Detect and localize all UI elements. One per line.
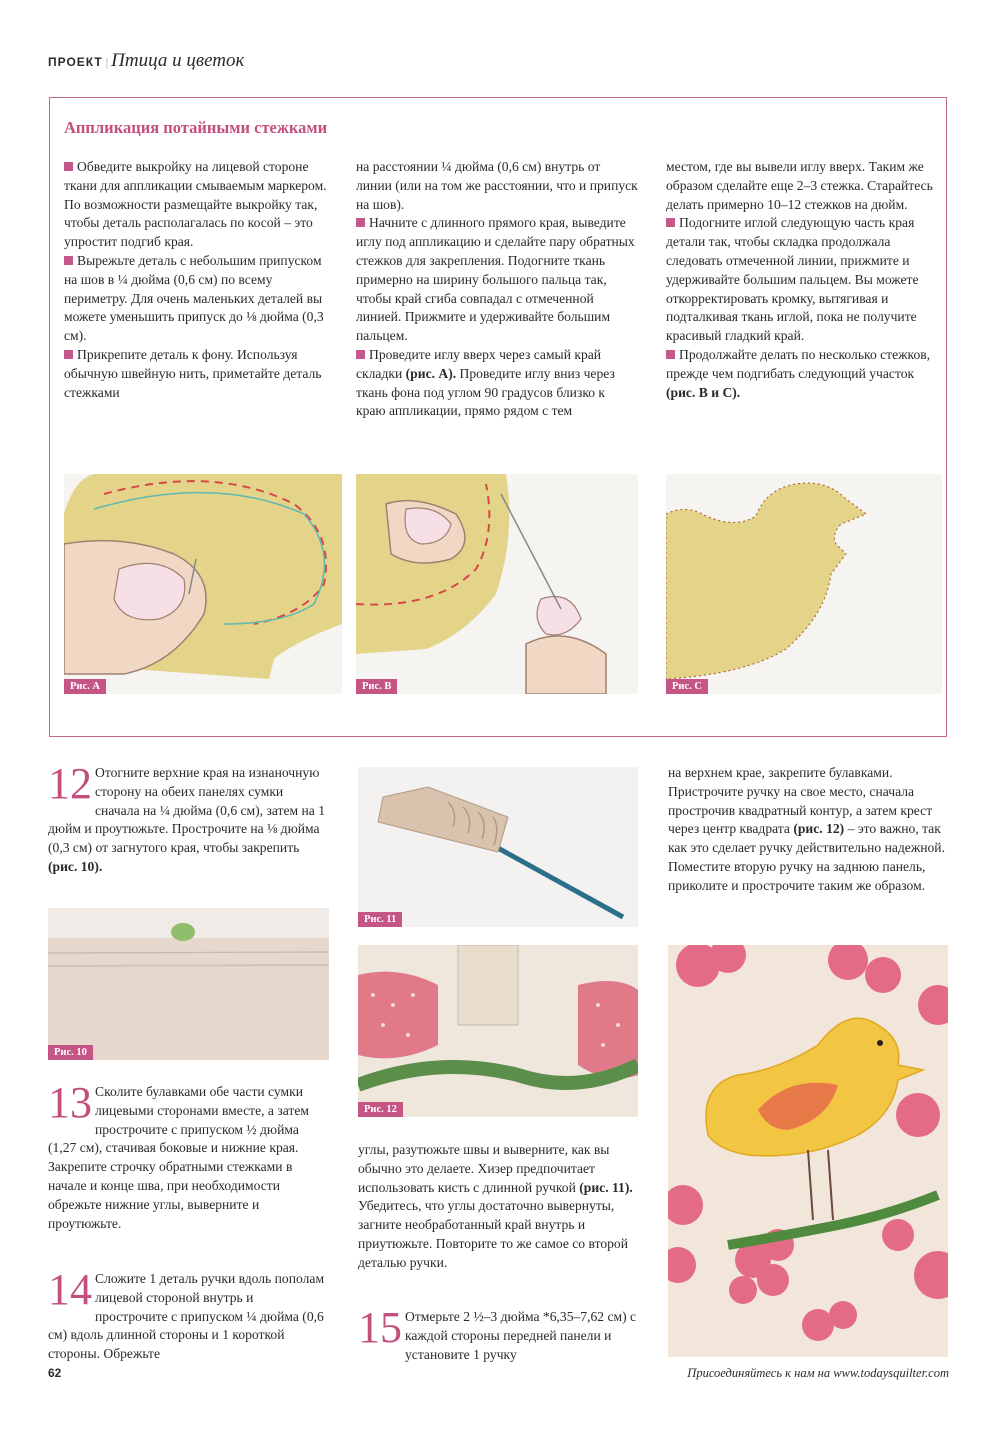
square-bullet-icon bbox=[64, 256, 73, 265]
page-number: 62 bbox=[48, 1366, 62, 1380]
figure-reference: (рис. A). bbox=[405, 365, 457, 381]
needle-stitching-illustration bbox=[356, 474, 638, 694]
continued-text: местом, где вы вывели иглу вверх. Таким же образом сделайте еще 2–3 стежка. Старайтесь делать примерно 10–12 стежков на дюйм. bbox=[666, 159, 933, 212]
square-bullet-icon bbox=[64, 350, 73, 359]
step-15-continued: на верхнем крае, закрепите булавками. Пристрочите ручку на свое место, сначала прострочив квадратный контур, а затем крест через центр квадрата (рис. 12) – это важно, так как это сделает ручку действительно надежной. Поместите вторую ручку на заднюю панель, приколите и прострочите таким же образом. bbox=[668, 765, 945, 893]
figure-10-photo bbox=[48, 908, 329, 1060]
square-bullet-icon bbox=[64, 162, 73, 171]
step-12: 12 Отогните верхние края на изнаночную сторону на обеих панелях сумки сначала на ¼ дюйма (0,6 см), затем на 1 дюйм и проутюжьте. Прострочите на ⅛ дюйма (0,3 см) от загнутого края, чтобы закрепить (рис. 10). bbox=[48, 759, 325, 874]
hem-photo bbox=[48, 908, 329, 1060]
figure-a-illustration bbox=[64, 474, 342, 694]
bullet-item: Вырежьте деталь с небольшим припуском на шов в ¼ дюйма (0,6 см) по всему периметру. Для очень маленьких деталей вы можете уменьшить припуск до ⅛ дюйма (0,3 см). bbox=[64, 252, 324, 344]
bullet-item: Обведите выкройку на лицевой стороне ткани для аппликации смываемым маркером. По возможности размещайте выкройку так, чтобы деталь располагалась по косой – это упростит подгиб края. bbox=[64, 159, 327, 250]
step-13: 13 Сколите булавками обе части сумки лицевыми сторонами вместе, а затем прострочите с припуском ½ дюйма (1,27 см), стачивая боковые и нижние края. Закрепите строчку обратными стежками в начале и конце шва, при необходимости обрежьте нижние углы, выверните и проутюжьте. bbox=[48, 1078, 309, 1231]
footer-credit: Присоединяйтесь к нам на www.todaysquilter.com bbox=[687, 1366, 949, 1380]
square-bullet-icon bbox=[666, 218, 675, 227]
step-number: 14 bbox=[48, 1265, 92, 1314]
running-header bbox=[48, 50, 244, 72]
panel-title: Аппликация потайными стежками bbox=[64, 118, 328, 137]
figure-reference: (рис. B и C). bbox=[666, 384, 741, 400]
bullet-item: Продолжайте делать по несколько стежков, прежде чем подгибать следующий участок (рис. B и C). bbox=[666, 346, 931, 400]
square-bullet-icon bbox=[356, 218, 365, 227]
applique-column-2 bbox=[356, 158, 638, 421]
figure-11-photo bbox=[358, 767, 638, 927]
step-number: 12 bbox=[48, 759, 92, 808]
step-number: 13 bbox=[48, 1078, 92, 1127]
applique-column-3 bbox=[666, 158, 942, 402]
square-bullet-icon bbox=[356, 350, 365, 359]
figure-caption: Рис. B bbox=[356, 679, 397, 694]
figure-caption: Рис. 12 bbox=[358, 1102, 403, 1117]
continued-text: на расстоянии ¼ дюйма (0,6 см) внутрь от линии (или на том же расстоянии, что и припуск на шов). bbox=[356, 159, 638, 212]
figure-reference: (рис. 10). bbox=[48, 858, 103, 874]
figure-reference: (рис. 12) bbox=[793, 821, 845, 837]
applique-panel bbox=[49, 97, 947, 737]
thumb-stitching-illustration bbox=[64, 474, 342, 694]
square-bullet-icon bbox=[666, 350, 675, 359]
step-14-continued: углы, разутюжьте швы и выверните, как вы обычно это делаете. Хизер предпочитает использовать кисть с длинной ручкой (рис. 11). Убедитесь, что углы достаточно вывернуты, загните необработанный край внутрь и приутюжьте. Повторите то же самое со второй деталью ручки. bbox=[358, 1142, 633, 1270]
bird-applique-illustration bbox=[666, 474, 942, 694]
figure-caption: Рис. A bbox=[64, 679, 106, 694]
step-15: 15 Отмерьте 2 ½–3 дюйма *6,35–7,62 см) с каждой стороны передней панели и установите 1 ручку bbox=[358, 1303, 637, 1362]
step-14: 14 Сложите 1 деталь ручки вдоль пополам лицевой стороной внутрь и прострочите с припуском ¼ дюйма (0,6 см) вдоль длинной стороны и 1 короткой стороны. Обрежьте bbox=[48, 1265, 325, 1362]
figure-12-photo bbox=[358, 945, 638, 1117]
turning-handle-photo bbox=[358, 767, 638, 927]
handle-attach-photo bbox=[358, 945, 638, 1117]
applique-column-1 bbox=[64, 158, 334, 402]
section-kicker: ПРОЕКТ bbox=[48, 55, 103, 69]
figure-caption: Рис. 11 bbox=[358, 912, 402, 927]
figure-reference: (рис. 11). bbox=[579, 1179, 633, 1195]
bullet-item: Подогните иглой следующую часть края детали так, чтобы складка продолжала следовать отмеченной линии, прижмите и удерживайте большим пальцем. Вы можете откорректировать кромку, вытягивая и подталкивая ткань иглой, пока не получите красивый гладкий край. bbox=[666, 215, 919, 344]
bullet-item: Начните с длинного прямого края, выведите иглу под аппликацию и сделайте пару обратных стежков для закрепления. Подогните ткань примерно на ширину большого пальца так, чтобы край сгиба совпадал с отмеченной линией. Прижмите и удерживайте большим пальцем. bbox=[356, 215, 635, 344]
bird-bag-photo bbox=[668, 945, 948, 1357]
figure-c-illustration bbox=[666, 474, 942, 694]
figure-caption: Рис. 10 bbox=[48, 1045, 93, 1060]
bullet-item: Прикрепите деталь к фону. Используя обычную швейную нить, приметайте деталь стежками bbox=[64, 346, 322, 400]
project-title: Птица и цветок bbox=[111, 50, 245, 71]
bullet-item: Проведите иглу вверх через самый край складки (рис. A). Проведите иглу вниз через ткань фона под углом 90 градусов близко к краю аппликации, прямо рядом с тем bbox=[356, 346, 615, 419]
figure-b-illustration bbox=[356, 474, 638, 694]
figure-caption: Рис. C bbox=[666, 679, 708, 694]
header-separator: | bbox=[105, 55, 109, 69]
bird-applique-photo bbox=[668, 945, 948, 1357]
step-number: 15 bbox=[358, 1303, 402, 1352]
